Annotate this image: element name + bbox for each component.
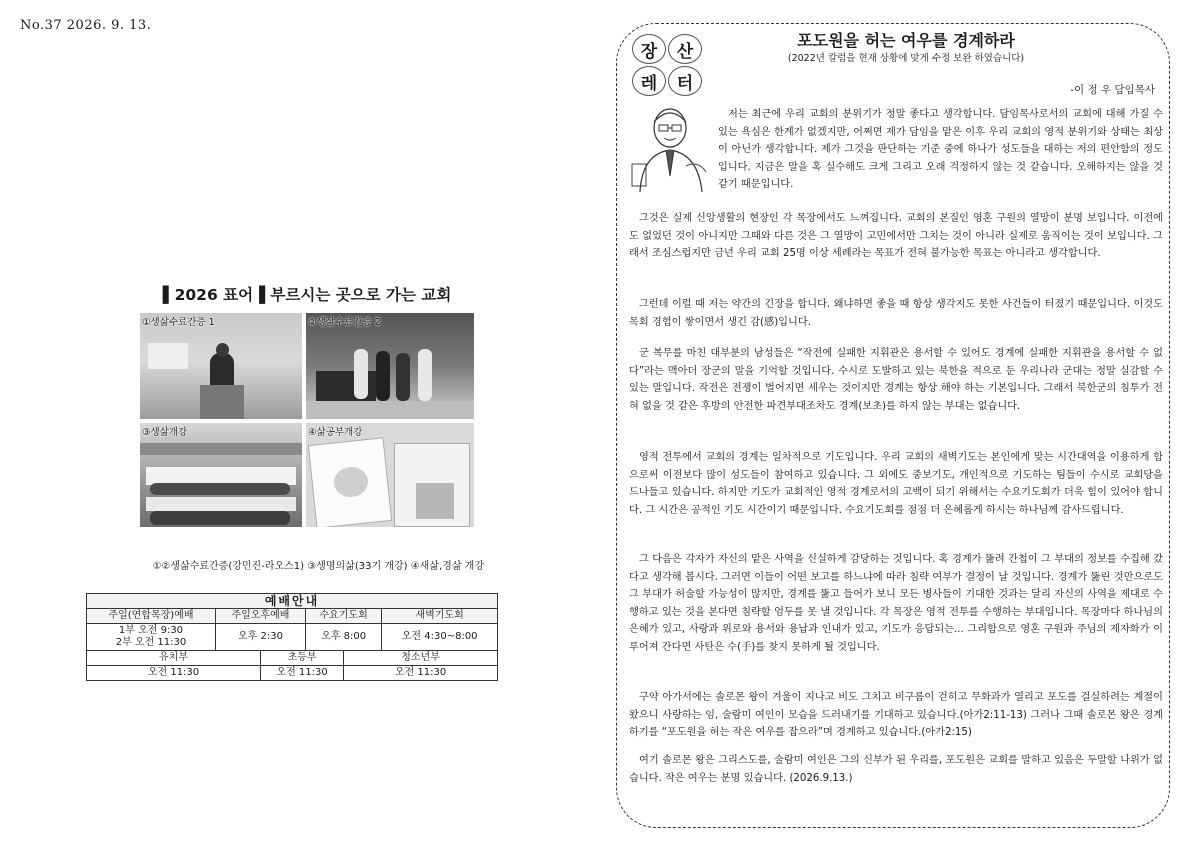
article-paragraph: 그것은 실제 신앙생활의 현장인 각 목장에서도 느껴집니다. 교회의 본질인 영혼 구원의 열망이 분명 보입니다. 이전에도 없었던 것이 아니지만 그때와 다른 것은 그 열망이 고민에서만 그치는 것이 아니라 실제로 움직이는 것이 보입니다. 그래서 조심스럽지만 금년 우리 교회 25명 이상 세례라는 목표가 전혀 불가능한 목표는 아니라고 생각합니다. [629,213,1163,260]
photo-study-books [306,423,474,527]
dept-youth: 청소년부 [344,651,498,666]
photo-label: ①생삶수료간증 1 [142,317,215,328]
dept-elementary: 초등부 [260,651,343,666]
header-sunday: 주일(연합목장)예배 [87,609,216,624]
header-dawn: 새벽기도회 [382,609,498,624]
jangsan-letter-logo [630,32,704,98]
wednesday-time: 오후 8:00 [306,624,382,651]
article-title: 포도원을 허는 여우를 경계하라 [797,31,1015,50]
issue-number-date: No.37 2026. 9. 13. [20,18,152,33]
afternoon-time: 오후 2:30 [215,624,305,651]
article-paragraph: 저는 최근에 우리 교회의 분위기가 정말 좋다고 생각합니다. 담임목사로서의 교회에 대해 가질 수 있는 욕심은 한계가 없겠지만, 어쩌면 제가 담임을 맡은 이후 우리 교회의 영적 분위기와 상태는 최상이 아닌가 생각합니다. 제가 그것을 판단하는 기준 중에 하나가 성도들을 대하는 저의 편안함의 정도입니다. 지금은 말을 혹 실수해도 크게 그리고 오래 걱정하지 않는 것 같습니다. 오해하지는 않을 것 같기 때문입니다. [718,109,1163,191]
article-paragraph: 그런데 이럴 때 저는 약간의 긴장을 합니다. 왜냐하면 좋을 때 항상 생각지도 못한 사건들이 터졌기 때문입니다. 이것도 목회 경험이 쌓이면서 생긴 감(感)입니다. [629,299,1163,328]
schedule-title: 예배안내 [87,594,498,609]
article-author: -이 정 우 담임목사 [1070,84,1155,96]
logo-char: 장 [632,34,666,64]
header-afternoon: 주일오후예배 [215,609,305,624]
photo-label: ②생삶수료간증 2 [308,317,381,328]
year-motto: ▌2026 표어▐ 부르시는 곳으로 가는 교회 [162,286,452,304]
photo-testimony-2 [306,313,474,419]
article-paragraph: 그 다음은 각자가 자신의 맡은 사역을 신실하게 감당하는 것입니다. 혹 경계가 뚫려 간첩이 그 부대의 정보를 수집해 갔다고 생각해 봅시다. 그러면 이들이 어떤 보고를 하느냐에 따라 침략 여부가 결정이 날 것입니다. 경계가 뚫린 것만으로도 그 부대가 허술할 가능성이 많지만, 경계를 뚫고 들어가 보니 모든 병사들이 기대한 것과는 달리 자신의 사역을 제대로 수행하고 있는 것을 본다면 침략할 엄두를 못 낼 것입니다. 각 목장은 영적 전투를 수행하는 부대입니다. 목장마다 하나님의 은혜가 있고, 사랑과 위로와 용서와 용납과 인내가 있고, 기도가 응답되는... 그리함으로 영혼 구원과 주님의 제자화가 이루어져 간다면 사탄은 수(手)를 찾지 못하게 될 것입니다. [629,554,1163,653]
dept-kindergarten: 유치부 [87,651,261,666]
photo-caption: ①②생삶수료간증(강민진-라오스1) ③생명의삶(33기 개강) ④새삶,경삶 개강 [152,561,484,572]
article-paragraph: 군 복무를 마친 대부분의 남성들은 “작전에 실패한 지휘관은 용서할 수 있어도 경계에 실패한 지휘관을 용서할 수 없다”라는 맥아더 장군의 말을 기억할 것입니다. 수시로 도발하고 있는 북한을 적으로 둔 우리나라 군대는 정말 실감할 수 있는 말입니다. 작전은 전쟁이 벌어지면 세우는 것이지만 경계는 항상 해야 하는 기본입니다. 그래서 북한군의 침투가 전혀 없을 것 같은 후방의 안전한 파견부대조차도 경계(보초)를 하지 않는 부대는 없습니다. [629,348,1163,412]
sunday-first-service: 1부 오전 9:30 [118,625,184,636]
photo-collage [140,313,474,527]
article-subtitle: (2022년 칼럼을 현재 상황에 맞게 수정 보완 하였습니다) [787,53,1025,64]
dept-kindergarten-time: 오전 11:30 [87,666,261,681]
photo-label: ④삶공부개강 [308,427,363,438]
article-paragraph: 여기 솔로몬 왕은 그리스도를, 술람미 여인은 그의 신부가 된 우리를, 포도원은 교회를 말하고 있음은 두말할 나위가 없습니다. 작은 여우는 분명 있습니다. (2026.9.13.) [629,755,1163,784]
dept-youth-time: 오전 11:30 [344,666,498,681]
header-wednesday: 수요기도회 [306,609,382,624]
worship-schedule-table [86,593,498,681]
pastor-portrait-sketch [626,100,712,192]
logo-char: 산 [668,34,702,64]
sunday-second-service: 2부 오전 11:30 [115,637,187,648]
photo-label: ③생삶개강 [142,427,188,438]
photo-class-opening [140,423,302,527]
dept-elementary-time: 오전 11:30 [260,666,343,681]
logo-char: 터 [668,66,702,96]
dawn-time: 오전 4:30~8:00 [382,624,498,651]
article-paragraph: 구약 아가서에는 솔로몬 왕이 겨울이 지나고 비도 그치고 비구름이 걷히고 무화과가 열리고 포도를 걸실하려는 계절이 왔으니 사랑하는 임, 술람미 여인이 모습을 드러내기를 기대하고 있습니다.(아가2:11-13) 그러나 그때 솔로몬 왕은 경계하기를 “포도원을 허는 작은 여우를 잡으라”며 경계하고 있습니다.(아가2:15) [629,692,1163,739]
logo-char: 레 [632,66,666,96]
photo-testimony-1 [140,313,302,419]
sunday-times [87,624,216,651]
article-paragraph: 영적 전투에서 교회의 경계는 일차적으로 기도입니다. 우리 교회의 새벽기도는 본인에게 맞는 시간대역을 이용하게 함으로써 이전보다 많이 성도들이 참여하고 있습니다. 그 외에도 중보기도, 개인적으로 기도하는 팀들이 수시로 교회당을 드나들고 있습니다. 하지만 기도가 교회적인 영적 경계로서의 고백이 되기 위해서는 수요기도회가 더욱 힘이 있어야 합니다. 그 시간은 공적인 기도 시간이기 때문입니다. 수요기도회를 점점 더 은혜롭게 하시는 하나님께 감사드립니다. [629,452,1163,516]
